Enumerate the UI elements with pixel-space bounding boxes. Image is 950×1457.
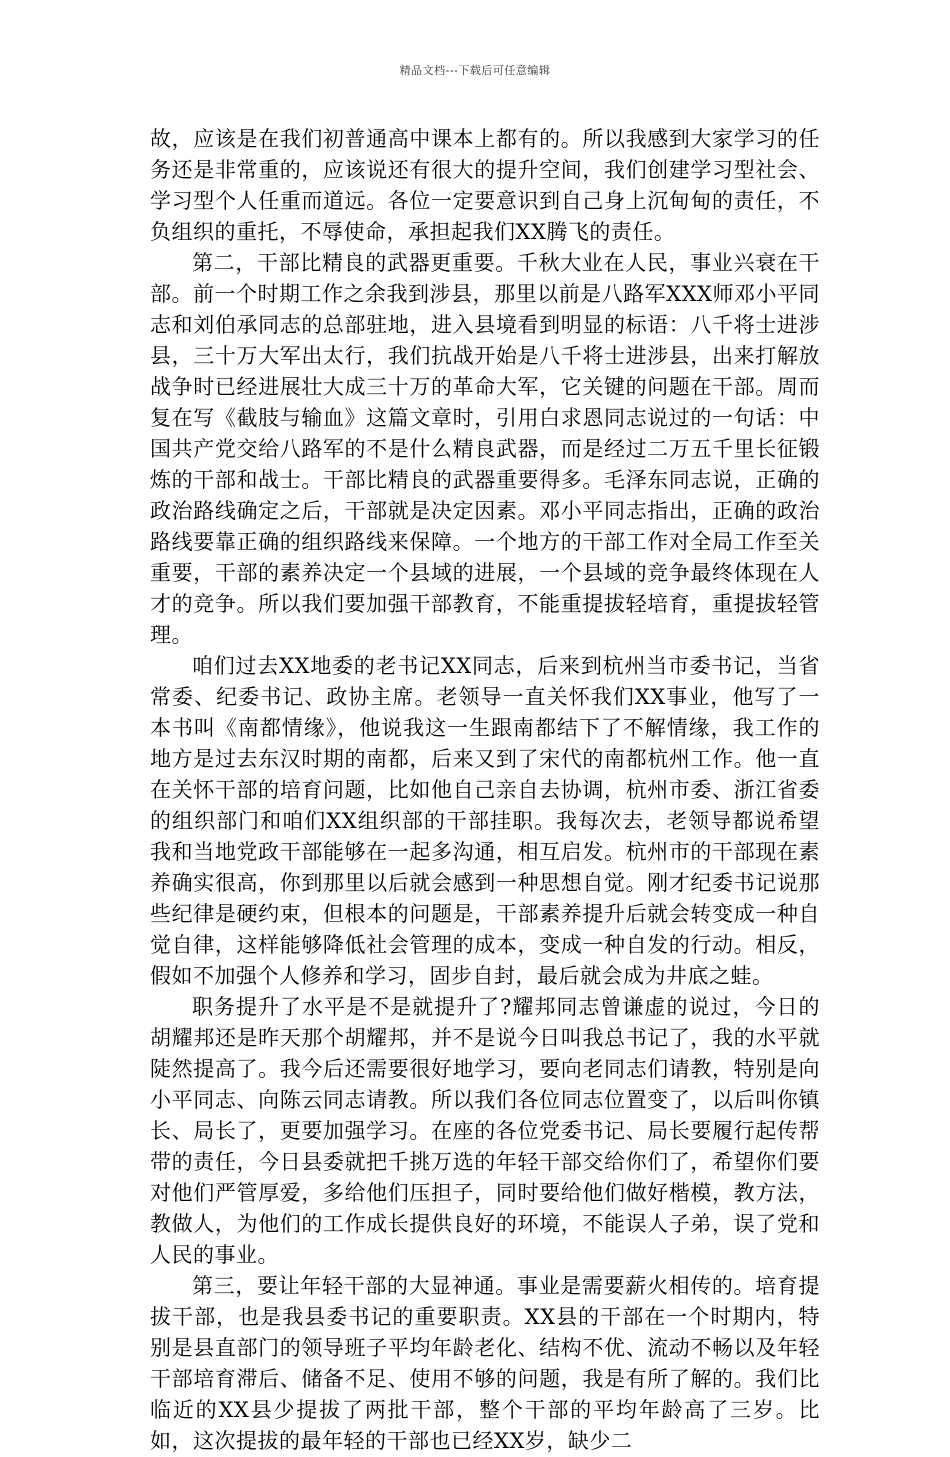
paragraph-2: 第二，干部比精良的武器更重要。千秋大业在人民，事业兴衰在干部。前一个时期工作之余我到涉县，那里以前是八路军XXX师邓小平同志和刘伯承同志的总部驻地，进入县境看到明显的标语：八千将士进涉县，三十万大军出太行，我们抗战开始是八千将士进涉县，出来打解放战争时已经进展壮大成三十万的革命大军，它关键的问题在干部。周而复在写《截肢与输血》这篇文章时，引用白求恩同志说过的一句话：中国共产党交给八路军的不是什么精良武器，而是经过二万五千里长征锻炼的干部和战士。干部比精良的武器重要得多。毛泽东同志说，正确的政治路线确定之后，干部就是决定因素。邓小平同志指出，正确的政治路线要靠正确的组织路线来保障。一个地方的干部工作对全局工作至关重要，干部的素养决定一个县域的进展，一个县域的竞争最终体现在人才的竞争。所以我们要加强干部教育，不能重提拔轻培育，重提拔轻管理。 [150,251,820,647]
paragraph-1: 故，应该是在我们初普通高中课本上都有的。所以我感到大家学习的任务还是非常重的，应该说还有很大的提升空间，我们创建学习型社会、学习型个人任重而道远。各位一定要意识到自己身上沉甸甸的责任，不负组织的重托，不辱使命，承担起我们XX腾飞的责任。 [150,127,820,244]
document-body [150,124,820,1457]
paragraph-4: 职务提升了水平是不是就提升了?耀邦同志曾谦虚的说过，今日的胡耀邦还是昨天那个胡耀邦，并不是说今日叫我总书记了，我的水平就陡然提高了。我今后还需要很好地学习，要向老同志们请教，特别是向小平同志、向陈云同志请教。所以我们各位同志位置变了，以后叫你镇长、局长了，更要加强学习。在座的各位党委书记、局长要履行起传帮带的责任，今日县委就把千挑万选的年轻干部交给你们了，希望你们要对他们严管厚爱，多给他们压担子，同时要给他们做好楷模，教方法，教做人，为他们的工作成长提供良好的环境，不能误人子弟，误了党和人民的事业。 [150,995,820,1267]
paragraph-5: 第三，要让年轻干部的大显神通。事业是需要薪火相传的。培育提拔干部，也是我县委书记的重要职责。XX县的干部在一个时期内，特别是县直部门的领导班子平均年龄老化、结构不优、流动不畅以及年轻干部培育滞后、储备不足、使用不够的问题，我是有所了解的。我们比临近的XX县少提拔了两批干部，整个干部的平均年龄高了三岁。比如，这次提拔的最年轻的干部也已经XX岁，缺少二 [150,1274,820,1453]
page-header: 精品文档---下载后可任意编辑 [399,64,551,77]
paragraph-3: 咱们过去XX地委的老书记XX同志，后来到杭州当市委书记，当省常委、纪委书记、政协主席。老领导一直关怀我们XX事业，他写了一本书叫《南都情缘》，他说我这一生跟南都结下了不解情缘，我工作的地方是过去东汉时期的南都，后来又到了宋代的南都杭州工作。他一直在关怀干部的培育问题，比如他自己亲自去协调，杭州市委、浙江省委的组织部门和咱们XX组织部的干部挂职。我每次去，老领导都说希望我和当地党政干部能够在一起多沟通，相互启发。杭州市的干部现在素养确实很高，你到那里以后就会感到一种思想自觉。刚才纪委书记说那些纪律是硬约束，但根本的问题是，干部素养提升后就会转变成一种自觉自律，这样能够降低社会管理的成本，变成一种自发的行动。相反，假如不加强个人修养和学习，固步自封，最后就会成为井底之蛙。 [150,654,820,988]
